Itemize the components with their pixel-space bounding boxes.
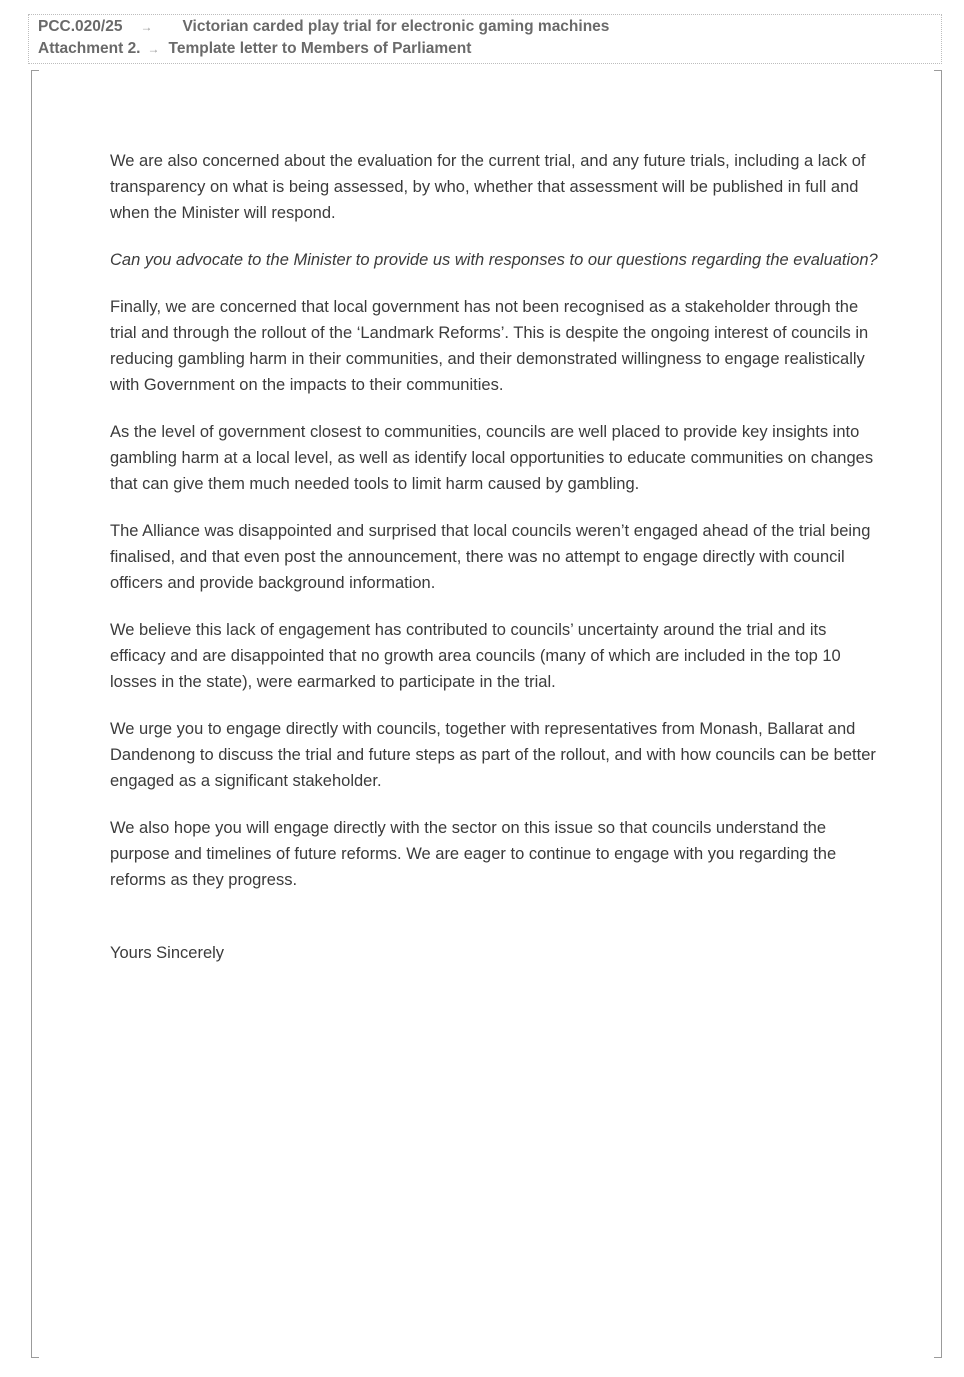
letter-paragraph: As the level of government closest to communities, councils are well placed to provide key insights into gambling harm at a local level, as well as identify local opportunities to educate communities on changes that can give them much needed tools to limit harm caused by gambling. xyxy=(110,423,874,493)
tab-arrow-icon: → xyxy=(140,20,153,34)
text-boundary-left-mark xyxy=(31,70,32,1358)
attachment-title: Template letter to Members of Parliament xyxy=(168,40,472,57)
header-line-1 xyxy=(38,16,932,38)
letter-paragraph: We also hope you will engage directly with the sector on this issue so that councils understand the purpose and timelines of future reforms. We are eager to continue to engage with you regarding the reforms as they progress. xyxy=(110,819,837,889)
letter-paragraph: Finally, we are concerned that local government has not been recognised as a stakeholder through the trial and through the rollout of the ‘Landmark Reforms’. This is despite the ongoing interest of councils in reducing gambling harm in their communities, and their demonstrated willingness to engage realistically with Government on the impacts to their communities. xyxy=(110,298,869,394)
text-boundary-right-mark xyxy=(941,70,942,1358)
letter-body xyxy=(110,148,882,966)
letter-closing: Yours Sincerely xyxy=(110,944,225,962)
document-reference: PCC.020/25 xyxy=(38,18,123,35)
document-title: Victorian carded play trial for electronic gaming machines xyxy=(182,18,610,35)
letter-paragraph: We urge you to engage directly with councils, together with representatives from Monash, Ballarat and Dandenong to discuss the trial and future steps as part of the rollout, and with how councils can be better engaged as a significant stakeholder. xyxy=(110,720,876,790)
letter-paragraph: We believe this lack of engagement has contributed to councils’ uncertainty around the trial and its efficacy and are disappointed that no growth area councils (many of which are included in the top 10 losses in the state), were earmarked to participate in the trial. xyxy=(110,621,841,691)
attachment-reference: Attachment 2. xyxy=(38,40,141,57)
document-header xyxy=(28,14,942,64)
letter-paragraph: We are also concerned about the evaluation for the current trial, and any future trials, including a lack of transparency on what is being assessed, by who, whether that assessment will be published in full and when the Minister will respond. xyxy=(110,152,866,222)
letter-paragraph-question: Can you advocate to the Minister to provide us with responses to our questions regarding the evaluation? xyxy=(110,251,878,269)
letter-paragraph: The Alliance was disappointed and surprised that local councils weren’t engaged ahead of the trial being finalised, and that even post the announcement, there was no attempt to engage directly with council officers and provide background information. xyxy=(110,522,871,592)
header-line-2 xyxy=(38,38,932,60)
tab-arrow-icon: → xyxy=(147,42,160,56)
